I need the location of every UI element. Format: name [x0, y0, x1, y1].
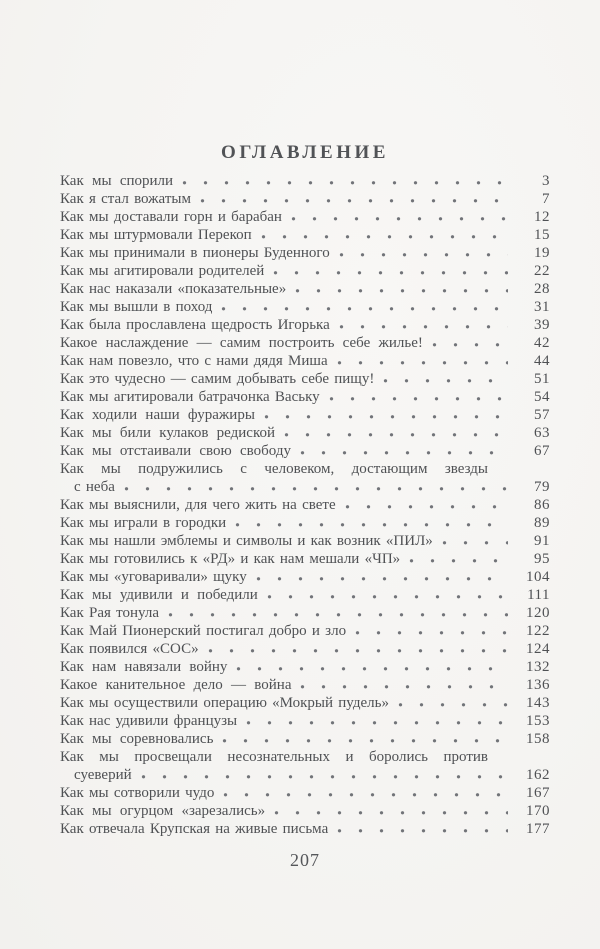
dot-leader — [398, 703, 508, 707]
toc-entry — [60, 460, 550, 496]
toc-entry-page: 22 — [534, 263, 550, 279]
dot-leader — [383, 379, 508, 383]
dot-leader — [295, 289, 508, 293]
toc-entry — [60, 496, 550, 514]
toc-entry-page: 15 — [534, 227, 550, 243]
page-title: ОГЛАВЛЕНИЕ — [221, 141, 389, 163]
toc-entry — [60, 298, 550, 316]
page-number: 207 — [290, 850, 320, 870]
toc-entry-page: 158 — [526, 731, 550, 747]
toc-entry-title: Как мы выяснили, для чего жить на свете — [60, 497, 336, 513]
dot-leader — [355, 631, 508, 635]
toc-entry-title: Как мы били кулаков редиской — [60, 425, 275, 441]
dot-leader — [256, 577, 508, 581]
toc-entry — [60, 568, 550, 586]
toc-entry-title: Как это чудесно — самим добывать себе пищу! — [60, 371, 375, 387]
toc-entry-title: Как мы штурмовали Перекоп — [60, 227, 252, 243]
toc-entry-title: Как мы агитировали родителей — [60, 263, 265, 279]
dot-leader — [208, 649, 508, 653]
toc-entry — [60, 586, 550, 604]
dot-leader — [222, 739, 508, 743]
toc-entry — [60, 226, 550, 244]
toc-entry — [60, 802, 550, 820]
toc-entry-page: 44 — [534, 353, 550, 369]
toc-entry-page: 91 — [534, 533, 550, 549]
dot-leader — [337, 829, 508, 833]
toc-entry — [60, 784, 550, 802]
toc-entry — [60, 640, 550, 658]
dot-leader — [291, 217, 508, 221]
toc-entry-page: 39 — [534, 317, 550, 333]
toc-entry — [60, 406, 550, 424]
toc-entry — [60, 334, 550, 352]
toc-entry-title: Как мы огурцом «зарезались» — [60, 803, 266, 819]
toc-entry-page: 153 — [526, 713, 550, 729]
toc-entry-title: Как мы удивили и победили — [60, 587, 258, 603]
toc-entry-title: Как мы осуществили операцию «Мокрый пудель» — [60, 695, 389, 711]
toc-entry-title: Как мы доставали горн и барабан — [60, 209, 282, 225]
dot-leader — [246, 721, 508, 725]
toc-entry — [60, 514, 550, 532]
toc-entry-title: Как мы спорили — [60, 173, 174, 189]
toc-entry-title: Как была прославлена щедрость Игорька — [60, 317, 330, 333]
toc-entry-title: Как мы соревновались — [60, 731, 214, 747]
dot-leader — [221, 307, 508, 311]
toc-entry-page: 95 — [534, 551, 550, 567]
toc-entry-continuation — [60, 766, 550, 784]
dot-leader — [339, 253, 508, 257]
dot-leader — [345, 505, 508, 509]
toc-entry-title: Как нам повезло, что с нами дядя Миша — [60, 353, 328, 369]
dot-leader — [300, 451, 508, 455]
dot-leader — [236, 667, 508, 671]
toc-entry — [60, 532, 550, 550]
toc-entry-title: Как нас удивили французы — [60, 713, 238, 729]
toc-entry-title: Какое канительное дело — война — [60, 677, 292, 693]
toc-entry-page: 111 — [527, 587, 550, 603]
toc-entry-title: Как мы принимали в пионеры Буденного — [60, 245, 330, 261]
toc-entry-page: 122 — [526, 623, 550, 639]
toc-entry — [60, 604, 550, 622]
toc-entry-page: 79 — [534, 479, 550, 495]
toc-entry-page: 120 — [526, 605, 550, 621]
toc-entry — [60, 550, 550, 568]
toc-entry — [60, 280, 550, 298]
dot-leader — [261, 235, 508, 239]
dot-leader — [432, 343, 508, 347]
toc-entry-page: 167 — [526, 785, 550, 801]
toc-entry — [60, 676, 550, 694]
toc-entry-page: 51 — [534, 371, 550, 387]
dot-leader — [274, 811, 508, 815]
toc-entry-title-line2: суеверий — [74, 767, 132, 783]
toc-entry — [60, 712, 550, 730]
dot-leader — [284, 433, 508, 437]
toc-entry-page: 12 — [534, 209, 550, 225]
toc-entry-page: 3 — [542, 173, 550, 189]
toc-entry — [60, 262, 550, 280]
toc-entry-title: Как Рая тонула — [60, 605, 160, 621]
toc-entry — [60, 748, 550, 784]
toc-entry-title-line1: Как мы просвещали несознательных и боролись против — [60, 749, 488, 765]
toc-entry — [60, 172, 550, 190]
toc-entry-page: 124 — [526, 641, 550, 657]
toc-entry — [60, 352, 550, 370]
toc-entry-page: 57 — [534, 407, 550, 423]
toc-entry-page: 170 — [526, 803, 550, 819]
toc-entry-title: Как мы агитировали батрачонка Ваську — [60, 389, 320, 405]
toc-entry — [60, 244, 550, 262]
toc-entry-page: 31 — [534, 299, 550, 315]
toc-entry-title: Как отвечала Крупская на живые письма — [60, 821, 329, 837]
dot-leader — [409, 559, 508, 563]
toc-entry — [60, 208, 550, 226]
toc-entry-page: 7 — [542, 191, 550, 207]
dot-leader — [329, 397, 508, 401]
toc-entry-page: 89 — [534, 515, 550, 531]
toc-entry-page: 42 — [534, 335, 550, 351]
toc-entry-title: Как мы играли в городки — [60, 515, 227, 531]
toc-entry-title-line2: с неба — [74, 479, 115, 495]
toc-entry-title: Как Май Пионерский постигал добро и зло — [60, 623, 347, 639]
toc-entry-page: 132 — [526, 659, 550, 675]
toc-entry-title: Как мы готовились к «РД» и как нам мешали «ЧП» — [60, 551, 401, 567]
toc-entry — [60, 694, 550, 712]
toc-entry-page: 143 — [526, 695, 550, 711]
toc-entry-title: Какое наслаждение — самим построить себе жилье! — [60, 335, 423, 351]
dot-leader — [168, 613, 508, 617]
toc-entry-page: 136 — [526, 677, 550, 693]
dot-leader — [124, 487, 508, 491]
toc-entry-title-line1: Как мы подружились с человеком, достающим звезды — [60, 461, 488, 477]
toc-entry-page: 67 — [534, 443, 550, 459]
toc-entry-page: 54 — [534, 389, 550, 405]
toc-entry-page: 104 — [526, 569, 550, 585]
toc-entry — [60, 658, 550, 676]
toc-entry-page: 86 — [534, 497, 550, 513]
dot-leader — [300, 685, 508, 689]
dot-leader — [442, 541, 508, 545]
toc-entry-title: Как мы сотворили чудо — [60, 785, 215, 801]
toc-entry-page: 177 — [526, 821, 550, 837]
dot-leader — [141, 775, 508, 779]
dot-leader — [267, 595, 508, 599]
toc-entry-continuation — [60, 478, 550, 496]
dot-leader — [182, 181, 508, 185]
toc-entry — [60, 442, 550, 460]
dot-leader — [235, 523, 508, 527]
toc-entry — [60, 622, 550, 640]
toc-entry-page: 162 — [526, 767, 550, 783]
toc-entry-title: Как мы «уговаривали» щуку — [60, 569, 247, 585]
table-of-contents — [60, 172, 550, 838]
toc-entry-title: Как ходили наши фуражиры — [60, 407, 255, 423]
toc-entry — [60, 388, 550, 406]
toc-entry — [60, 370, 550, 388]
toc-entry-title: Как появился «СОС» — [60, 641, 199, 657]
toc-entry-title: Как нам навязали войну — [60, 659, 228, 675]
toc-entry-title: Как я стал вожатым — [60, 191, 191, 207]
dot-leader — [223, 793, 508, 797]
dot-leader — [200, 199, 508, 203]
toc-entry — [60, 730, 550, 748]
toc-entry — [60, 190, 550, 208]
toc-entry-title: Как мы вышли в поход — [60, 299, 213, 315]
toc-entry — [60, 820, 550, 838]
dot-leader — [273, 271, 508, 275]
dot-leader — [339, 325, 508, 329]
toc-entry-page: 19 — [534, 245, 550, 261]
toc-entry-title: Как нас наказали «показательные» — [60, 281, 287, 297]
toc-entry-title: Как мы отстаивали свою свободу — [60, 443, 291, 459]
toc-entry-title: Как мы нашли эмблемы и символы и как возник «ПИЛ» — [60, 533, 433, 549]
toc-entry — [60, 424, 550, 442]
dot-leader — [264, 415, 508, 419]
toc-entry-page: 63 — [534, 425, 550, 441]
dot-leader — [337, 361, 508, 365]
toc-entry — [60, 316, 550, 334]
toc-entry-page: 28 — [534, 281, 550, 297]
